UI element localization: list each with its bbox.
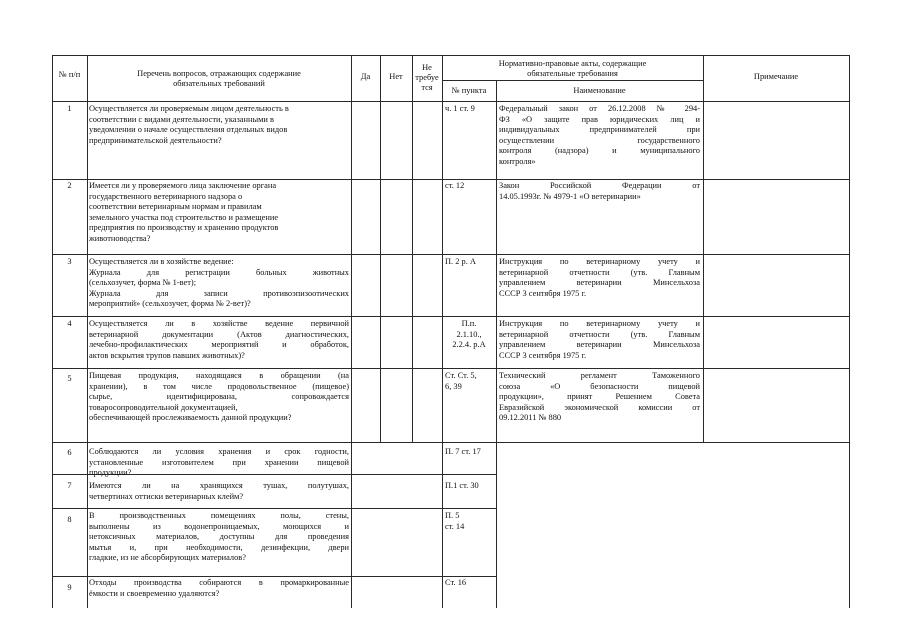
question-text: Имеются ли на хранящихся тушах, полутушах, (89, 481, 349, 490)
header-col-name: Наименование (573, 86, 626, 95)
point-ref: 6, 39 (445, 381, 462, 391)
header-col-not-required: требуе (415, 73, 439, 82)
question-text: Отходы производства собираются в промаркированные (89, 578, 349, 587)
table-rule (351, 55, 352, 608)
act-name: союза «О безопасности пищевой (499, 381, 700, 391)
question-text: Осуществляется ли в хозяйстве ведение первичной (89, 319, 349, 328)
header-col-acts: обязательные требования (527, 69, 618, 78)
table-rule (380, 55, 381, 442)
header-col-no: Нет (389, 72, 403, 81)
act-name: Евразийской экономической комиссии от (499, 402, 700, 412)
act-name: Инструкция по ветеринарному учету и (499, 319, 700, 328)
row-rule (52, 254, 849, 255)
row-number: 7 (67, 481, 72, 490)
question-text: ветеринарной документации (Актов диагностических, (89, 329, 349, 339)
point-ref: ст. 12 (445, 181, 465, 190)
row-number: 1 (67, 104, 72, 113)
table-rule (442, 55, 443, 608)
act-name: ФЗ «О защите прав юридических лиц и (499, 114, 700, 124)
row-rule (52, 508, 496, 509)
row-rule (52, 179, 849, 180)
question-text: (сельхозучет, форма № 1-вет); (89, 278, 197, 288)
question-text: уведомлении о начале осуществления отдельных видов (89, 125, 288, 135)
table-right-border (849, 55, 850, 608)
act-name: продукции», принят Решением Совета (499, 392, 700, 402)
question-text: сырье, идентифицирована, сопровождается (89, 392, 349, 402)
question-text: товаросопроводительной документацией, (89, 402, 238, 412)
act-name: ветеринарной отчетности (утв. Главным (499, 267, 700, 277)
question-text: нетоксичных материалов, доступны для проведения (89, 532, 349, 542)
question-text: предпринимательской деятельности? (89, 135, 222, 145)
row-number: 2 (67, 181, 72, 190)
point-ref: П.п. (461, 319, 477, 328)
point-ref: Ст. Ст. 5, (445, 371, 477, 380)
table-rule (703, 55, 704, 442)
act-name: управлением ветеринарии Минсельхоза (499, 340, 700, 350)
header-col-note: Примечание (753, 72, 799, 81)
row-number: 6 (67, 448, 72, 457)
point-ref: 2.1.10., (456, 329, 482, 339)
act-name: Технический регламент Таможенного (499, 371, 700, 380)
question-text: соответствии с видами деятельности, указанными в (89, 114, 274, 124)
act-name: 09.12.2011 № 880 (499, 413, 562, 423)
act-name: ветеринарной отчетности (утв. Главным (499, 329, 700, 339)
question-text: актов вскрытия трупов павших животных)? (89, 350, 245, 360)
header-col-questions: обязательных требований (173, 79, 265, 88)
point-ref: П. 2 р. А (445, 257, 476, 266)
act-name: 14.05.1993г. № 4979-1 «О ветеринарии» (499, 191, 641, 201)
point-ref: Ст. 16 (445, 578, 467, 587)
table-top-border (52, 55, 849, 56)
question-text: Соблюдаются ли условия хранения и срок годности, (89, 447, 349, 456)
question-text: продукции? (89, 468, 132, 478)
act-name: Федеральный закон от 26.12.2008 № 294- (499, 104, 700, 113)
question-text: гладкие, из не абсорбирующих материалов? (89, 553, 246, 563)
row-number: 3 (67, 257, 72, 266)
header-col-point: № пункта (451, 86, 487, 95)
header-bottom-rule (52, 101, 849, 102)
question-text: Пищевая продукция, находящаяся в обращении (на (89, 371, 349, 380)
act-name: контроля» (499, 157, 536, 166)
question-text: Журнала для записи противоэпизоотических (89, 288, 349, 298)
question-text: В производственных помещениях полы, стены, (89, 511, 349, 520)
header-col-number: № п/п (58, 70, 81, 79)
question-text: лечебно-профилактических мероприятий и обработок, (89, 340, 349, 350)
act-name: СССР 3 сентября 1975 г. (499, 288, 587, 298)
question-text: обеспечивающей прослеживаемость данной продукции? (89, 413, 292, 423)
act-name: СССР 3 сентября 1975 г. (499, 350, 587, 360)
table-rule (87, 55, 88, 608)
act-name: контроля (надзора) и муниципального (499, 146, 700, 156)
row-rule (52, 368, 849, 369)
table-rule (496, 101, 497, 608)
question-text: государственного ветеринарного надзора о (89, 191, 243, 201)
act-name: управлением ветеринарии Минсельхоза (499, 278, 700, 288)
question-text: Имеется ли у проверяемого лица заключение органа (89, 181, 277, 190)
question-text: ёмкости и своевременно удаляются? (89, 588, 220, 598)
question-text: хранении), в том числе продовольственное (пищевое) (89, 381, 349, 391)
question-text: выполнены из водонепроницаемых, моющихся и (89, 521, 349, 531)
table-rule (412, 55, 413, 442)
point-ref: 2.2.4. р.А (452, 340, 486, 350)
act-name: Закон Российской Федерации от (499, 181, 700, 190)
point-ref: П. 7 ст. 17 (445, 447, 481, 456)
point-ref: П.1 ст. 30 (445, 481, 479, 490)
question-text: соответствии ветеринарным нормам и правилам (89, 202, 262, 212)
question-text: Осуществляется ли проверяемым лицом деятельность в (89, 104, 289, 113)
row-number: 5 (67, 374, 72, 383)
question-text: установленные изготовителем при хранении пищевой (89, 457, 349, 467)
question-text: Осуществляется ли в хозяйстве ведение: (89, 257, 234, 266)
row-number: 8 (67, 515, 72, 524)
act-name: индивидуальных предпринимателей при (499, 125, 700, 135)
act-name: Инструкция по ветеринарному учету и (499, 257, 700, 266)
row-number: 9 (67, 583, 72, 592)
header-col-acts: Нормативно-правовые акты, содержащие (498, 59, 647, 68)
question-text: предприятия по производству и хранению продуктов (89, 223, 279, 233)
question-text: четвертинах оттиски ветеринарных клейм? (89, 491, 244, 501)
question-text: земельного участка под строительство и размещение (89, 212, 279, 222)
header-col-yes: Да (360, 72, 371, 81)
point-ref: П. 5 (445, 511, 460, 520)
acts-subheader-rule (442, 80, 703, 81)
row-rule (52, 576, 496, 577)
act-name: осуществлении государственного (499, 135, 700, 145)
row-number: 4 (67, 319, 72, 328)
question-text: мытья и, при необходимости, дезинфекции, двери (89, 542, 349, 552)
header-col-not-required: Не (422, 63, 432, 72)
point-ref: ч. 1 ст. 9 (445, 104, 475, 113)
row-rule (52, 442, 849, 443)
row-rule (52, 316, 849, 317)
question-text: мероприятий» (сельхозучет, форма № 2-вет)? (89, 299, 251, 309)
question-text: Журнала для регистрации больных животных (89, 267, 349, 277)
point-ref: ст. 14 (445, 521, 465, 531)
header-col-not-required: тся (421, 83, 433, 92)
header-col-questions: Перечень вопросов, отражающих содержание (137, 69, 301, 78)
question-text: животноводства? (89, 234, 151, 243)
